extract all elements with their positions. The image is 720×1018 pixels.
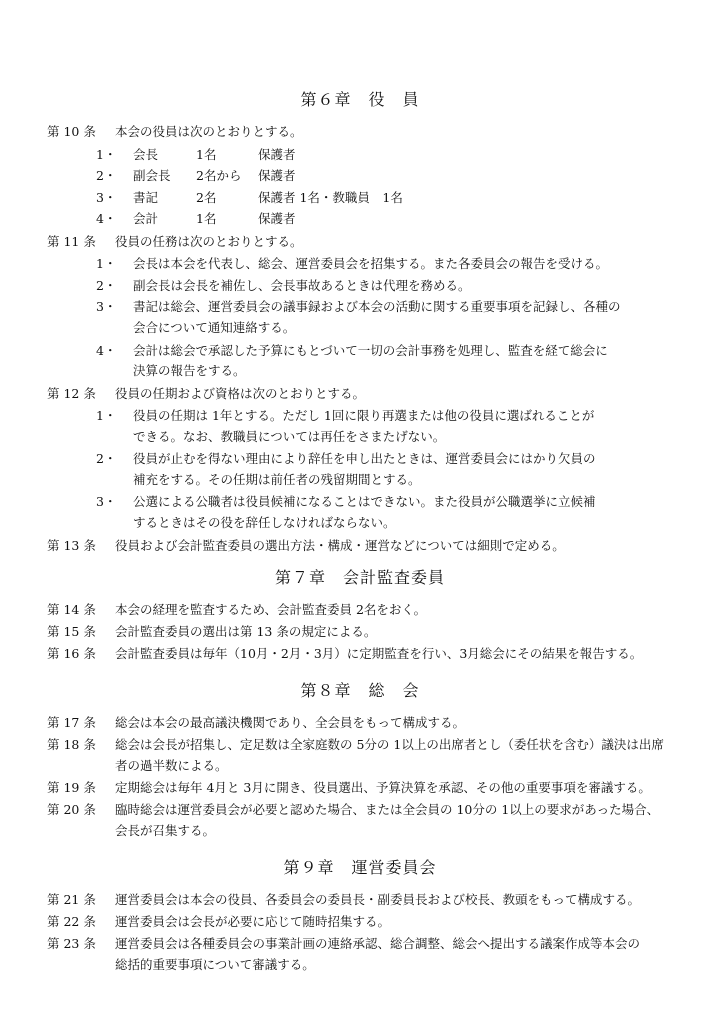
article-12-text: 役員の任期および資格は次のとおりとする。 bbox=[115, 386, 366, 401]
article-21-number: 第 21 条 bbox=[47, 892, 96, 907]
article-15-text: 会計監査委員の選出は第 13 条の規定による。 bbox=[115, 624, 377, 639]
article-10-item-1-role: 会長 bbox=[133, 147, 159, 162]
article-19-line-1: 定期総会は毎年 4月と 3月に開き、役員選出、予算決算を承認、その他の重要事項を審議する。 bbox=[115, 780, 651, 795]
article-10-item-1-number: 1・ bbox=[96, 147, 117, 162]
article-10-item-4-role: 会計 bbox=[133, 211, 159, 226]
article-11-item-1-number: 1・ bbox=[96, 256, 117, 271]
article-23-number: 第 23 条 bbox=[47, 936, 96, 951]
article-20-number: 第 20 条 bbox=[47, 802, 96, 817]
article-11-item-4-number: 4・ bbox=[96, 343, 117, 358]
article-13-text: 役員および会計監査委員の選出方法・構成・運営などについては細則で定める。 bbox=[115, 538, 565, 553]
article-16-number: 第 16 条 bbox=[47, 646, 96, 661]
article-14-number: 第 14 条 bbox=[47, 602, 96, 617]
chapter-9-title: 第９章 運営委員会 bbox=[283, 858, 437, 877]
article-18-number: 第 18 条 bbox=[47, 737, 96, 752]
article-12-item-2-number: 2・ bbox=[96, 451, 117, 466]
article-12-item-2-line-1: 役員が止むを得ない理由により辞任を申し出たときは、運営委員会にはかり欠員の bbox=[133, 451, 596, 466]
article-10-item-2-role: 副会長 bbox=[133, 168, 171, 183]
article-10-item-1-type: 保護者 bbox=[258, 147, 296, 162]
article-12-item-1-number: 1・ bbox=[96, 408, 117, 423]
article-11-item-2-number: 2・ bbox=[96, 278, 117, 293]
article-11-item-4-line-1: 会計は総会で承認した予算にもとづいて一切の会計事務を処理し、監査を経て総会に bbox=[133, 343, 608, 358]
article-11-item-1-line-1: 会長は本会を代表し、総会、運営委員会を招集する。また各委員会の報告を受ける。 bbox=[133, 256, 609, 271]
article-18-line-1: 総会は会長が招集し、定足数は全家庭数の 5分の 1以上の出席者とし（委任状を含む）議決は出席 bbox=[115, 737, 664, 752]
article-12-item-2-line-2: 補充をする。その任期は前任者の残留期間とする。 bbox=[133, 472, 421, 487]
chapter-8-title: 第８章 総 会 bbox=[300, 681, 420, 700]
chapter-6-title: 第６章 役 員 bbox=[300, 90, 420, 109]
article-19-number: 第 19 条 bbox=[47, 780, 96, 795]
article-15-number: 第 15 条 bbox=[47, 624, 96, 639]
article-10-item-3-count: 2名 bbox=[196, 190, 217, 205]
chapter-7-title: 第７章 会計監査委員 bbox=[274, 568, 445, 587]
article-20-line-2: 会長が召集する。 bbox=[115, 823, 216, 838]
article-11-text: 役員の任務は次のとおりとする。 bbox=[115, 234, 303, 249]
article-11-item-2-line-1: 副会長は会長を補佐し、会長事故あるときは代理を務める。 bbox=[133, 278, 471, 293]
article-11-item-4-line-2: 決算の報告をする。 bbox=[133, 363, 246, 378]
article-10-item-2-number: 2・ bbox=[96, 168, 117, 183]
article-11-item-3-line-2: 会合について通知連絡する。 bbox=[133, 320, 296, 335]
article-16-text: 会計監査委員は毎年（10月・2月・3月）に定期監査を行い、3月総会にその結果を報告する。 bbox=[115, 646, 643, 661]
article-10-item-4-type: 保護者 bbox=[258, 211, 296, 226]
article-12-item-3-number: 3・ bbox=[96, 494, 117, 509]
article-12-item-1-line-2: できる。なお、教職員については再任をさまたげない。 bbox=[133, 429, 446, 444]
article-14-text: 本会の経理を監査するため、会計監査委員 2名をおく。 bbox=[115, 602, 427, 617]
article-12-number: 第 12 条 bbox=[47, 386, 96, 401]
article-10-item-3-number: 3・ bbox=[96, 190, 117, 205]
article-10-item-4-number: 4・ bbox=[96, 211, 117, 226]
article-20-line-1: 臨時総会は運営委員会が必要と認めた場合、または全会員の 10分の 1以上の要求があった場合、 bbox=[115, 802, 660, 817]
article-11-item-3-number: 3・ bbox=[96, 299, 117, 314]
article-13-number: 第 13 条 bbox=[47, 538, 96, 553]
article-10-text: 本会の役員は次のとおりとする。 bbox=[115, 124, 303, 139]
article-17-line-1: 総会は本会の最高議決機関であり、全会員をもって構成する。 bbox=[115, 715, 466, 730]
article-23-line-1: 運営委員会は各種委員会の事業計画の連絡承認、総合調整、総会へ提出する議案作成等本会の bbox=[115, 936, 641, 951]
article-22-number: 第 22 条 bbox=[47, 914, 96, 929]
article-10-number: 第 10 条 bbox=[47, 124, 96, 139]
article-17-number: 第 17 条 bbox=[47, 715, 96, 730]
article-12-item-3-line-2: するときはその役を辞任しなければならない。 bbox=[133, 515, 396, 530]
article-10-item-4-count: 1名 bbox=[196, 211, 217, 226]
article-11-number: 第 11 条 bbox=[47, 234, 96, 249]
article-12-item-1-line-1: 役員の任期は 1年とする。ただし 1回に限り再選または他の役員に選ばれることが bbox=[133, 408, 595, 423]
article-23-line-2: 総括的重要事項について審議する。 bbox=[115, 957, 315, 972]
article-10-item-1-count: 1名 bbox=[196, 147, 217, 162]
article-21-line-1: 運営委員会は本会の役員、各委員会の委員長・副委員長および校長、教頭をもって構成する。 bbox=[115, 892, 641, 907]
article-10-item-3-type: 保護者 1名・教職員 1名 bbox=[258, 190, 403, 205]
article-12-item-3-line-1: 公選による公職者は役員候補になることはできない。また役員が公職選挙に立候補 bbox=[133, 494, 596, 509]
article-22-line-1: 運営委員会は会長が必要に応じて随時招集する。 bbox=[115, 914, 391, 929]
article-10-item-3-role: 書記 bbox=[133, 190, 159, 205]
article-10-item-2-type: 保護者 bbox=[258, 168, 296, 183]
article-18-line-2: 者の過半数による。 bbox=[115, 758, 228, 773]
article-10-item-2-count: 2名から bbox=[196, 168, 242, 183]
article-11-item-3-line-1: 書記は総会、運営委員会の議事録および本会の活動に関する重要事項を記録し、各種の bbox=[133, 299, 621, 314]
